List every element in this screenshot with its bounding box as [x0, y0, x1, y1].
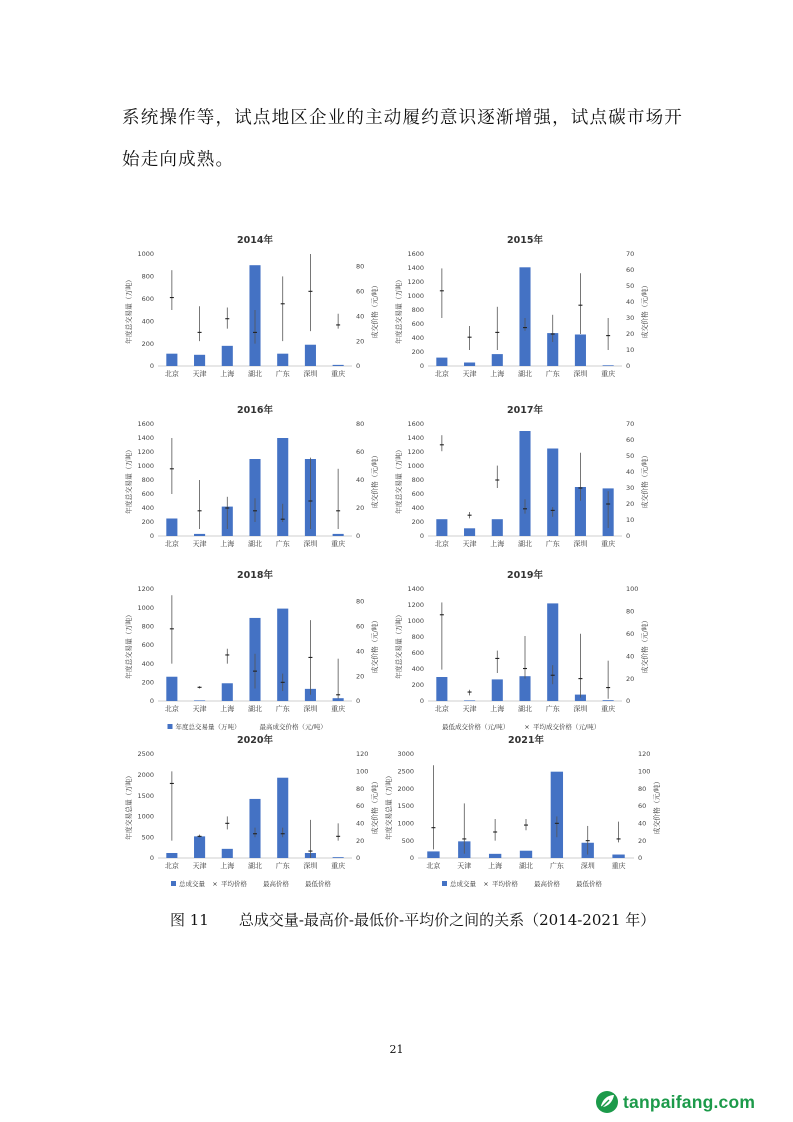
- bar: [492, 354, 503, 366]
- chart-title: 2017年: [507, 405, 543, 416]
- x-category-label: 湖北: [248, 862, 262, 870]
- x-category-label: 天津: [462, 540, 477, 548]
- x-category-label: 上海: [490, 370, 505, 378]
- legend-label: 最低价格: [576, 880, 602, 888]
- bar: [277, 778, 288, 858]
- y-tick-label: 1200: [137, 585, 154, 594]
- y-tick-label: 200: [411, 348, 424, 357]
- bar: [612, 855, 624, 858]
- y-tick-label: 200: [411, 518, 424, 527]
- y-tick-label: 1600: [407, 420, 424, 429]
- x-category-label: 深圳: [303, 370, 318, 378]
- chart-title: 2020年: [237, 735, 273, 746]
- y-tick-label: 400: [141, 317, 154, 326]
- legend-marker: ×: [524, 723, 530, 731]
- bar: [603, 700, 614, 701]
- bar: [333, 534, 344, 536]
- y2-tick-label: 50: [626, 282, 635, 291]
- bar: [551, 772, 563, 858]
- bar: [194, 836, 205, 858]
- bar: [436, 677, 447, 701]
- y-axis-label: 年度总交易量（万吨）: [125, 611, 133, 679]
- bar: [492, 519, 503, 536]
- y-tick-label: 800: [411, 306, 424, 315]
- bar: [166, 853, 177, 858]
- x-category-label: 深圳: [580, 862, 595, 870]
- bar: [222, 683, 233, 701]
- y-tick-label: 0: [419, 532, 424, 541]
- legend-label: 最高价格: [534, 880, 560, 888]
- y-tick-label: 1000: [407, 292, 424, 301]
- y-tick-label: 2500: [397, 767, 414, 776]
- y-tick-label: 600: [141, 490, 154, 499]
- chart-title: 2021年: [508, 735, 544, 746]
- bar: [464, 700, 475, 701]
- y2-axis-label: 成交价格（元/吨）: [371, 281, 379, 339]
- legend-label: 平均价格: [492, 880, 518, 888]
- y2-tick-label: 20: [356, 337, 365, 346]
- x-category-label: 深圳: [573, 540, 588, 548]
- y2-tick-label: 10: [626, 516, 635, 525]
- y2-tick-label: 40: [356, 647, 365, 656]
- y2-tick-label: 60: [356, 287, 365, 296]
- y2-tick-label: 40: [626, 298, 635, 307]
- legend-label: 最低成交价格（元/吨）: [442, 723, 510, 731]
- x-category-label: 北京: [164, 862, 179, 870]
- x-category-label: 深圳: [303, 705, 318, 713]
- chart-svg: [388, 398, 656, 558]
- x-category-label: 广东: [545, 540, 560, 548]
- y-tick-label: 400: [411, 334, 424, 343]
- bar: [575, 335, 586, 367]
- y2-tick-label: 120: [356, 750, 369, 759]
- x-category-label: 广东: [545, 705, 560, 713]
- y-tick-label: 1000: [137, 462, 154, 471]
- chart-2017: [388, 398, 656, 558]
- legend-label: 年度总交易量（万吨）: [175, 723, 241, 731]
- y2-tick-label: 20: [626, 330, 635, 339]
- y-tick-label: 1400: [407, 264, 424, 273]
- x-category-label: 深圳: [303, 540, 318, 548]
- y-tick-label: 200: [411, 681, 424, 690]
- y2-tick-label: 100: [356, 767, 369, 776]
- y2-tick-label: 20: [638, 836, 647, 845]
- x-category-label: 广东: [275, 705, 290, 713]
- x-category-label: 湖北: [518, 540, 532, 548]
- x-category-label: 上海: [490, 540, 505, 548]
- bar: [333, 365, 344, 366]
- y-tick-label: 1200: [407, 601, 424, 610]
- chart-2016: [118, 398, 386, 558]
- y2-tick-label: 0: [356, 532, 361, 541]
- x-category-label: 天津: [462, 370, 477, 378]
- y-tick-label: 1200: [137, 448, 154, 457]
- chart-svg: [388, 228, 656, 388]
- y-tick-label: 800: [141, 476, 154, 485]
- y2-tick-label: 20: [626, 674, 635, 683]
- bar: [194, 534, 205, 536]
- legend-swatch: [171, 881, 176, 886]
- bar: [520, 851, 532, 858]
- x-category-label: 天津: [192, 540, 207, 548]
- chart-svg: [378, 728, 668, 900]
- x-category-label: 北京: [164, 370, 179, 378]
- chart-title: 2019年: [507, 570, 543, 581]
- x-category-label: 上海: [220, 705, 235, 713]
- x-category-label: 天津: [457, 862, 472, 870]
- bar: [166, 519, 177, 537]
- y-tick-label: 0: [149, 697, 154, 706]
- x-category-label: 湖北: [248, 540, 262, 548]
- bar: [427, 851, 439, 858]
- x-category-label: 湖北: [518, 705, 532, 713]
- x-category-label: 广东: [275, 540, 290, 548]
- legend-label: 总成交量: [179, 880, 205, 888]
- y-axis-label: 年度总交易量（万吨）: [395, 446, 403, 514]
- y2-tick-label: 40: [356, 819, 365, 828]
- y-axis-label: 年度总交易量（万吨）: [125, 276, 133, 344]
- x-category-label: 北京: [164, 540, 179, 548]
- y-tick-label: 200: [141, 678, 154, 687]
- bar: [547, 449, 558, 537]
- y-tick-label: 0: [419, 362, 424, 371]
- bar: [492, 679, 503, 701]
- y2-tick-label: 0: [356, 854, 361, 863]
- y2-tick-label: 80: [356, 597, 365, 606]
- watermark: [595, 1089, 755, 1115]
- x-category-label: 湖北: [248, 370, 262, 378]
- y-tick-label: 400: [411, 665, 424, 674]
- y2-tick-label: 0: [626, 532, 631, 541]
- x-category-label: 上海: [488, 862, 503, 870]
- y2-tick-label: 40: [626, 468, 635, 477]
- x-category-label: 北京: [434, 370, 449, 378]
- y-tick-label: 3000: [397, 750, 414, 759]
- x-category-label: 重庆: [601, 705, 616, 713]
- x-category-label: 深圳: [303, 862, 318, 870]
- y2-tick-label: 80: [356, 262, 365, 271]
- legend-label: 最低价格: [305, 880, 331, 888]
- figure-number: 图 11: [170, 911, 209, 929]
- y-tick-label: 2000: [137, 771, 154, 779]
- y-tick-label: 500: [401, 836, 414, 845]
- y-tick-label: 800: [141, 272, 154, 281]
- chart-title: 2015年: [507, 235, 543, 246]
- y2-tick-label: 60: [626, 266, 635, 275]
- x-category-label: 广东: [549, 862, 564, 870]
- legend-marker: ×: [483, 880, 489, 888]
- x-category-label: 广东: [275, 370, 290, 378]
- body-paragraph-line-1: 系统操作等，试点地区企业的主动履约意识逐渐增强，试点碳市场开: [122, 108, 683, 128]
- x-category-label: 天津: [192, 862, 207, 870]
- x-category-label: 天津: [192, 370, 207, 378]
- y-tick-label: 600: [411, 320, 424, 329]
- x-category-label: 上海: [490, 705, 505, 713]
- x-category-label: 湖北: [518, 370, 532, 378]
- y2-tick-label: 70: [626, 420, 635, 429]
- y-tick-label: 600: [141, 641, 154, 650]
- y2-tick-label: 30: [626, 484, 635, 493]
- bar: [464, 363, 475, 367]
- y2-tick-label: 20: [626, 500, 635, 509]
- y-tick-label: 1600: [407, 250, 424, 259]
- y2-tick-label: 0: [356, 362, 361, 371]
- y2-tick-label: 50: [626, 452, 635, 461]
- legend-label: 最高成交价格（元/吨）: [259, 723, 327, 731]
- y2-tick-label: 40: [638, 819, 647, 828]
- y2-tick-label: 60: [626, 436, 635, 445]
- y2-tick-label: 120: [638, 750, 651, 759]
- x-category-label: 重庆: [331, 370, 346, 378]
- y-tick-label: 1400: [407, 434, 424, 443]
- bar: [166, 354, 177, 366]
- legend-label: 最高价格: [263, 880, 289, 888]
- x-category-label: 湖北: [248, 705, 262, 713]
- x-category-label: 北京: [434, 705, 449, 713]
- y2-tick-label: 80: [638, 784, 647, 793]
- y2-tick-label: 20: [356, 672, 365, 681]
- chart-title: 2016年: [237, 405, 273, 416]
- y-tick-label: 600: [411, 649, 424, 658]
- x-category-label: 湖北: [519, 862, 533, 870]
- x-category-label: 北京: [164, 705, 179, 713]
- y-tick-label: 1200: [407, 278, 424, 287]
- y2-axis-label: 成交价格（元/吨）: [641, 451, 649, 509]
- bar: [249, 459, 260, 536]
- bar: [333, 857, 344, 858]
- chart-title: 2018年: [237, 570, 273, 581]
- bar: [519, 267, 530, 366]
- y2-tick-label: 80: [356, 784, 365, 793]
- y-tick-label: 0: [409, 854, 414, 863]
- y-tick-label: 800: [141, 622, 154, 631]
- bar: [277, 354, 288, 366]
- figure-caption: [170, 909, 655, 930]
- x-category-label: 重庆: [611, 862, 626, 870]
- x-category-label: 北京: [426, 862, 441, 870]
- legend-marker: ×: [212, 880, 218, 888]
- y-tick-label: 1200: [407, 448, 424, 457]
- chart-svg: [118, 728, 386, 900]
- y-tick-label: 1000: [137, 250, 154, 259]
- y2-tick-label: 0: [626, 362, 631, 371]
- x-category-label: 上海: [220, 370, 235, 378]
- y-tick-label: 200: [141, 518, 154, 527]
- leaf-logo-icon: [595, 1090, 619, 1114]
- y-tick-label: 600: [411, 490, 424, 499]
- y2-tick-label: 20: [356, 836, 365, 845]
- y-tick-label: 400: [141, 659, 154, 668]
- legend-label: 平均价格: [221, 880, 247, 888]
- y2-tick-label: 100: [626, 585, 639, 594]
- legend-label: 平均成交价格（元/吨）: [533, 723, 601, 731]
- y2-tick-label: 0: [626, 697, 631, 706]
- x-category-label: 上海: [220, 540, 235, 548]
- y-tick-label: 1000: [407, 617, 424, 626]
- y-tick-label: 2000: [397, 784, 414, 793]
- y2-tick-label: 60: [356, 622, 365, 631]
- bar: [166, 677, 177, 701]
- y-tick-label: 600: [141, 295, 154, 303]
- chart-2019: [388, 563, 656, 743]
- x-category-label: 重庆: [601, 540, 616, 548]
- y-tick-label: 200: [141, 339, 154, 348]
- y-axis-label: 年度总交易量（万吨）: [395, 276, 403, 344]
- y2-tick-label: 60: [626, 630, 635, 638]
- y-tick-label: 1000: [397, 819, 414, 828]
- bar: [436, 519, 447, 536]
- page-number: 21: [389, 1043, 404, 1056]
- y-axis-label: 年度总交易量（万吨）: [125, 446, 133, 514]
- y-tick-label: 0: [149, 532, 154, 541]
- y-tick-label: 800: [411, 633, 424, 642]
- y2-tick-label: 40: [356, 312, 365, 321]
- chart-svg: [118, 398, 386, 558]
- bar: [305, 345, 316, 366]
- y2-tick-label: 10: [626, 346, 635, 355]
- y2-axis-label: 成交价格（元/吨）: [371, 777, 379, 835]
- x-category-label: 广东: [545, 370, 560, 378]
- y-tick-label: 800: [411, 476, 424, 485]
- y-tick-label: 1000: [407, 462, 424, 471]
- figure-caption-text: 总成交量-最高价-最低价-平均价之间的关系（2014-2021 年）: [238, 911, 656, 929]
- y2-axis-label: 成交价格（元/吨）: [371, 616, 379, 674]
- chart-2014: [118, 228, 386, 388]
- x-category-label: 重庆: [331, 540, 346, 548]
- x-category-label: 深圳: [573, 370, 588, 378]
- y-tick-label: 1600: [137, 420, 154, 429]
- chart-2020: [118, 728, 386, 900]
- y2-tick-label: 20: [356, 504, 365, 513]
- bar: [464, 528, 475, 536]
- y-tick-label: 2500: [137, 750, 154, 759]
- y-tick-label: 1400: [407, 585, 424, 594]
- x-category-label: 天津: [462, 705, 477, 713]
- chart-svg: [388, 563, 656, 743]
- y2-tick-label: 0: [638, 854, 643, 863]
- y2-tick-label: 60: [356, 448, 365, 457]
- bar: [489, 854, 501, 858]
- y2-tick-label: 80: [626, 607, 635, 616]
- y-tick-label: 1400: [137, 434, 154, 443]
- bar: [222, 346, 233, 366]
- chart-2015: [388, 228, 656, 388]
- bar: [519, 676, 530, 701]
- watermark-text: tanpaifang.com: [623, 1091, 756, 1112]
- x-category-label: 上海: [220, 862, 235, 870]
- bar: [603, 365, 614, 366]
- body-paragraph-line-2: 始走向成熟。: [122, 150, 235, 170]
- y2-tick-label: 80: [356, 420, 365, 429]
- y-tick-label: 1000: [137, 603, 154, 612]
- x-category-label: 深圳: [573, 705, 588, 713]
- legend-swatch: [442, 881, 447, 886]
- y2-tick-label: 60: [638, 802, 647, 811]
- y2-tick-label: 30: [626, 314, 635, 323]
- bar: [547, 603, 558, 701]
- y-tick-label: 0: [149, 854, 154, 863]
- bar: [194, 700, 205, 701]
- y-tick-label: 1500: [137, 791, 154, 800]
- y2-tick-label: 40: [356, 476, 365, 485]
- y-tick-label: 400: [141, 504, 154, 513]
- y2-axis-label: 成交价格（元/吨）: [371, 451, 379, 509]
- y2-tick-label: 40: [626, 652, 635, 661]
- y-tick-label: 0: [149, 362, 154, 371]
- y2-axis-label: 成交价格（元/吨）: [641, 281, 649, 339]
- y-axis-label: 年度交易总量（万吨）: [125, 772, 133, 840]
- x-category-label: 北京: [434, 540, 449, 548]
- y2-axis-label: 成交价格（元/吨）: [641, 616, 649, 674]
- chart-2018: [118, 563, 386, 743]
- chart-title: 2014年: [237, 235, 273, 246]
- bar: [436, 358, 447, 366]
- x-category-label: 重庆: [331, 862, 346, 870]
- y-tick-label: 1500: [397, 802, 414, 811]
- y2-tick-label: 70: [626, 250, 635, 259]
- bar: [194, 355, 205, 366]
- y2-tick-label: 100: [638, 767, 651, 776]
- y-tick-label: 500: [141, 833, 154, 842]
- x-category-label: 天津: [192, 705, 207, 713]
- y2-tick-label: 60: [356, 802, 365, 811]
- y-axis-label: 年度交易总量（万吨）: [385, 772, 393, 840]
- y-tick-label: 400: [411, 504, 424, 513]
- x-category-label: 广东: [275, 862, 290, 870]
- y-tick-label: 0: [419, 697, 424, 706]
- x-category-label: 重庆: [331, 705, 346, 713]
- legend-label: 总成交量: [450, 880, 476, 888]
- bar: [519, 431, 530, 536]
- y2-tick-label: 0: [356, 697, 361, 706]
- y2-axis-label: 成交价格（元/吨）: [653, 777, 661, 835]
- x-category-label: 重庆: [601, 370, 616, 378]
- chart-2021: [378, 728, 668, 900]
- y-axis-label: 年度总交易量（万吨）: [395, 611, 403, 679]
- chart-svg: [118, 228, 386, 388]
- y-tick-label: 1000: [137, 812, 154, 821]
- bar: [333, 698, 344, 701]
- chart-svg: [118, 563, 386, 743]
- bar: [222, 849, 233, 858]
